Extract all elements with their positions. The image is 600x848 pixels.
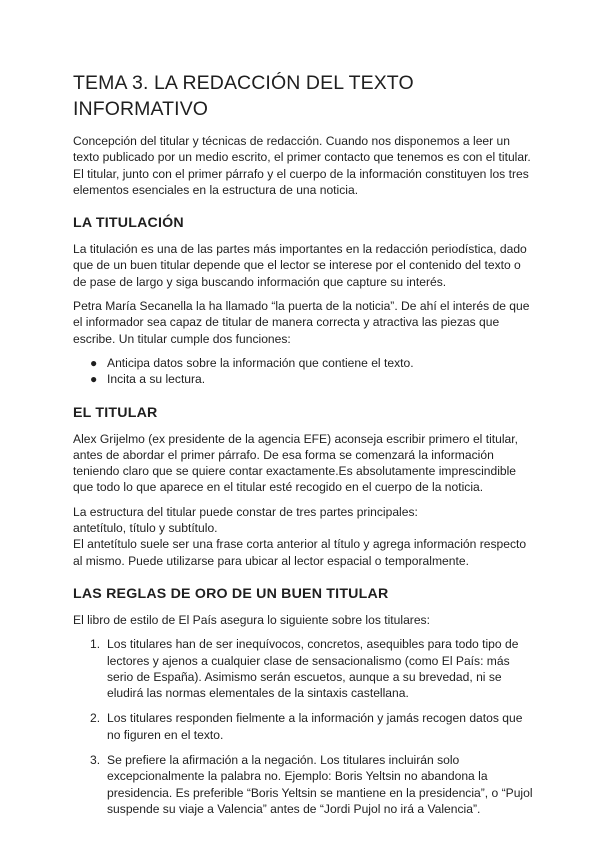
functions-list: [73, 355, 536, 388]
titular-paragraph-2a: La estructura del titular puede constar de tres partes principales:: [73, 504, 418, 519]
bullet-icon: ●: [90, 355, 98, 370]
section-heading-titulacion: LA TITULACIÓN: [73, 215, 184, 232]
list-item: 2. Los titulares responden fielmente a la información y jamás recogen datos que no figuren en el texto.: [90, 711, 523, 742]
intro-paragraph: Concepción del titular y técnicas de redacción. Cuando nos disponemos a leer un texto publicado por un medio escrito, el primer contacto que tenemos es con el titular. El titular, junto con el primer párrafo y el cuerpo de la información constituyen los tres elementos esenciales en la estructura de una noticia.: [73, 134, 531, 197]
titulacion-paragraph-2: Petra María Secanella la ha llamado “la puerta de la noticia”. De ahí el interés de que el informador sea capaz de titular de manera correcta y atractiva las piezas que escribe. Un titular cumple dos funciones:: [73, 299, 530, 346]
titular-paragraph-1: Alex Grijelmo (ex presidente de la agencia EFE) aconseja escribir primero el titular, antes de abordar el primer párrafo. De esa forma se comenzará la información teniendo claro que se quiere contar exactamente.Es absolutamente imprescindible que todo lo que aparece en el titular esté recogido en el cuerpo de la noticia.: [73, 431, 518, 495]
list-item: 1. Los titulares han de ser inequívocos, concretos, asequibles para todo tipo de lectores y ajenos a cualquier clase de sensacionalismo (como El País: más serio de España). Asimismo serán escuetos, aunque a su brevedad, ni se eludirá las normas elementales de la sintaxis castellana.: [90, 637, 519, 701]
section-heading-reglas: LAS REGLAS DE ORO DE UN BUEN TITULAR: [73, 585, 389, 602]
reglas-paragraph-1: El libro de estilo de El País asegura lo siguiente sobre los titulares:: [73, 612, 430, 627]
list-item: ● Incita a su lectura.: [90, 372, 206, 387]
bullet-icon: ●: [90, 372, 98, 387]
list-item: ● Anticipa datos sobre la información que contiene el texto.: [90, 355, 414, 370]
section-heading-titular: EL TITULAR: [73, 404, 158, 421]
rules-list: [73, 636, 536, 817]
list-item: 3. Se prefiere la afirmación a la negación. Los titulares incluirán solo excepcionalmente la palabra no. Ejemplo: Boris Yeltsin no abandona la presidencia. Es preferible “Boris Yeltsin se mantiene en la presidencia”, o “Pujol suspende su viaje a Valencia” antes de “Jordi Pujol no irá a Valencia”.: [90, 753, 533, 816]
titular-paragraph-2c: El antetítulo suele ser una frase corta anterior al título y agrega información respecto al mismo. Puede utilizarse para ubicar al lector espacial o temporalmente.: [73, 537, 527, 568]
titulacion-paragraph-1: La titulación es una de las partes más importantes en la redacción periodística, dado que de un buen titular depende que el lector se interese por el contenido del texto o de pase de largo y siga buscando información que capture su interés.: [73, 242, 527, 289]
page-title: TEMA 3. LA REDACCIÓN DEL TEXTO INFORMATIVO: [73, 72, 414, 120]
titular-paragraph-2b: antetítulo, título y subtítulo.: [73, 521, 218, 536]
